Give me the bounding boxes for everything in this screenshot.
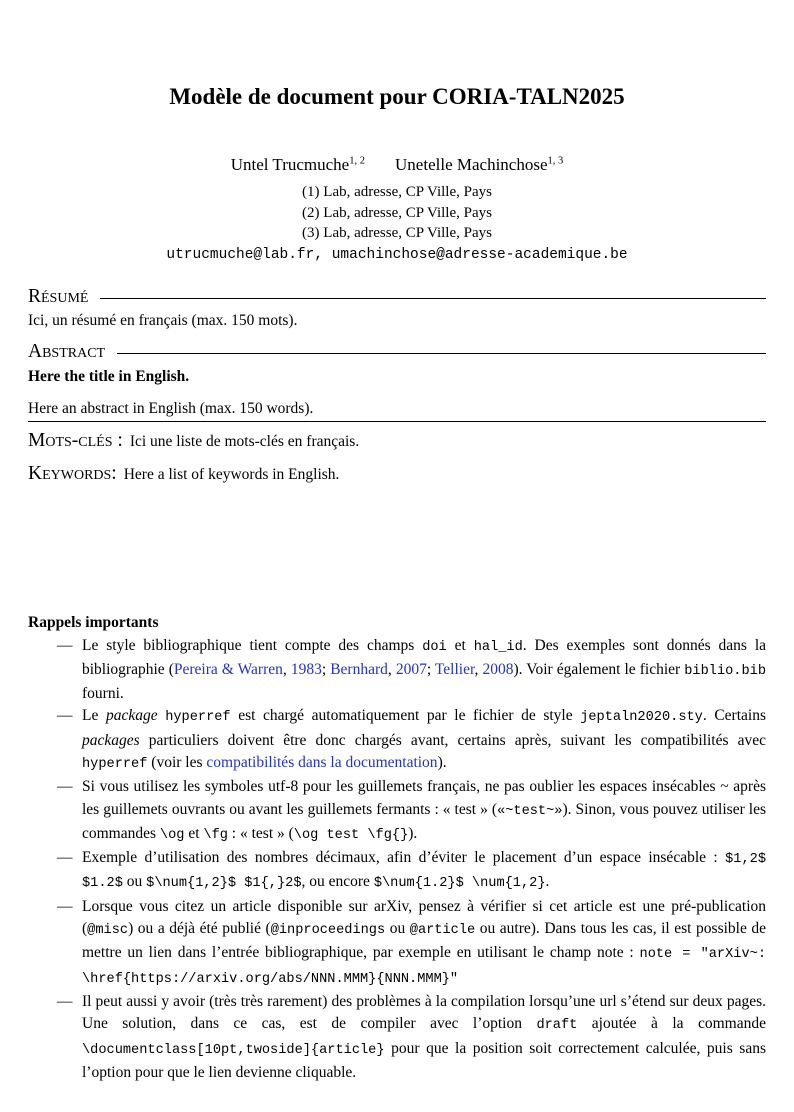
inline-code: @misc — [87, 923, 129, 939]
inline-link[interactable]: Tellier — [434, 660, 475, 678]
inline-code: «~test~» — [497, 803, 563, 819]
notes-list — [28, 635, 766, 1085]
text-segment: Exemple d’utilisation des nombres décimaux, afin d’éviter le placement d’un espace insécable : — [82, 849, 726, 867]
abstract-rule — [117, 353, 766, 354]
note-item — [57, 705, 766, 776]
abstract-label: Abstract — [28, 340, 106, 362]
inline-code: doi — [422, 639, 447, 655]
author-2 — [395, 155, 563, 174]
text-segment: , — [282, 660, 291, 678]
affiliation-line: (2) Lab, adresse, CP Ville, Pays — [302, 204, 492, 221]
resume-label: Résumé — [28, 285, 89, 307]
note-item — [57, 847, 766, 896]
affiliations-block — [28, 182, 766, 244]
motscles-text: Ici une liste de mots-clés en français. — [129, 432, 360, 450]
inline-link[interactable]: Pereira & Warren — [173, 660, 283, 678]
resume-section-header — [28, 287, 766, 307]
text-segment: . — [545, 873, 550, 891]
note-bullet-dash: — — [57, 897, 73, 915]
note-item — [57, 776, 766, 847]
notes-heading: Rappels importants — [28, 613, 159, 631]
motscles-label: Mots-clés : — [28, 429, 123, 451]
text-segment: (voir les — [147, 753, 207, 771]
text-segment: ou autre). Dans tous les cas, il est possible de mettre un lien dans l’entrée bibliographique, par exemple en utilisant le champ note : — [82, 920, 767, 962]
text-segment: fourni. — [82, 685, 124, 703]
inline-code: $\num{1.2}$ \num{1,2} — [373, 876, 546, 892]
resume-text: Ici, un résumé en français (max. 150 mots). — [28, 311, 298, 329]
inline-code: $\num{1,2}$ $1{,}2$ — [146, 876, 302, 892]
author-1-affiliation-marks: 1, 2 — [349, 155, 366, 167]
motscles-line — [28, 429, 766, 454]
inline-code: biblio.bib — [684, 663, 767, 679]
abstract-text: Here an abstract in English (max. 150 words). — [28, 399, 314, 417]
affiliation-line: (1) Lab, adresse, CP Ville, Pays — [302, 184, 492, 200]
inline-code: $1,2$ $1.2$ — [82, 852, 766, 892]
inline-code: \fg — [203, 827, 228, 843]
note-bullet-dash: — — [57, 778, 73, 796]
text-segment: ). — [437, 753, 447, 771]
text-segment: : « test » ( — [227, 824, 294, 842]
note-item — [57, 635, 766, 706]
abstract-bottom-rule — [28, 421, 766, 422]
keywords-text: Here a list of keywords in English. — [123, 465, 340, 483]
inline-code: jeptaln2020.sty — [580, 710, 703, 726]
author-emails: utrucmuche@lab.fr, umachinchose@adresse-academique.be — [166, 246, 628, 263]
inline-link[interactable]: compatibilités dans la documentation — [206, 753, 438, 771]
text-segment: . Des exemples sont donnés dans la bibliographie ( — [82, 636, 766, 678]
paper-title: Modèle de document pour CORIA-TALN2025 — [169, 84, 625, 109]
text-segment: packages — [82, 731, 140, 749]
text-segment: Lorsque vous citez un article disponible sur arXiv, pensez à vérifier si cet article est une pré-publication ( — [82, 897, 766, 938]
text-segment: ). Voir également le fichier — [513, 660, 685, 678]
note-bullet-dash: — — [57, 636, 73, 654]
inline-code: hyperref — [165, 710, 231, 726]
keywords-label: Keywords: — [28, 462, 117, 484]
inline-link[interactable]: 1983 — [290, 660, 322, 678]
text-segment: , ou encore — [301, 873, 374, 891]
inline-code: note = "arXiv~: \href{https://arxiv.org/abs/NNN.MMM}{NNN.MMM}" — [82, 947, 766, 987]
note-bullet-dash: — — [57, 849, 73, 867]
text-segment: et — [446, 636, 474, 654]
note-item — [57, 991, 766, 1084]
text-segment: et — [184, 824, 204, 842]
text-segment: ou — [385, 920, 410, 938]
note-bullet-dash: — — [57, 992, 73, 1010]
text-segment: package — [105, 707, 158, 725]
note-item — [57, 896, 766, 991]
inline-link[interactable]: 2008 — [482, 660, 514, 678]
text-segment: ) ou a déjà été publié ( — [128, 920, 271, 938]
text-segment: pour que la position soit correctement calculée, puis sans l’option pour que le lien devienne cliquable. — [82, 1039, 766, 1081]
authors-line — [28, 154, 766, 176]
author-2-affiliation-marks: 1, 3 — [547, 155, 564, 167]
note-text — [82, 635, 766, 706]
text-segment: particuliers doivent être donc chargés avant, certains après, suivant les compatibilités avec — [139, 731, 766, 749]
text-segment: Le — [82, 707, 106, 725]
text-segment: ; — [426, 660, 435, 678]
text-segment: Si vous utilisez les symboles utf-8 pour les guillemets français, ne pas oublier les espaces insécables ~ après les guillemets ouvrants ou avant les guillemets fermants : « test » ( — [82, 778, 766, 818]
text-segment: ; — [321, 660, 331, 678]
text-segment: ). — [408, 824, 418, 842]
text-segment: , — [387, 660, 396, 678]
inline-code: hyperref — [82, 756, 148, 772]
inline-code: \og test \fg{} — [293, 827, 409, 843]
note-bullet-dash: — — [57, 707, 73, 725]
note-text — [82, 776, 766, 847]
text-segment: Le style bibliographique tient compte des champs — [82, 636, 423, 654]
text-segment: ajoutée à la commande — [577, 1015, 766, 1033]
author-1-name: Untel Trucmuche — [230, 155, 350, 174]
keywords-line — [28, 462, 766, 487]
resume-rule — [100, 298, 766, 299]
text-segment: ). Sinon, vous pouvez utiliser les commandes — [82, 800, 766, 842]
note-text — [82, 896, 766, 991]
inline-code: @inproceedings — [270, 923, 386, 939]
inline-code: hal_id — [473, 639, 523, 655]
note-text — [82, 847, 766, 896]
abstract-section-header — [28, 342, 766, 362]
note-text — [82, 705, 766, 776]
text-segment: , — [474, 660, 483, 678]
text-segment: Il peut aussi y avoir (très très rarement) des problèmes à la compilation lorsqu’une url s’étend sur deux pages. Une solution, dans ce cas, est de compiler avec l’option — [82, 992, 766, 1033]
text-segment: est chargé automatiquement par le fichier de style — [230, 707, 581, 725]
inline-link[interactable]: Bernhard — [330, 660, 388, 678]
author-1 — [231, 155, 365, 174]
inline-link[interactable]: 2007 — [395, 660, 427, 678]
note-text — [82, 991, 766, 1084]
inline-code: \documentclass[10pt,twoside]{article} — [82, 1042, 385, 1058]
affiliation-line: (3) Lab, adresse, CP Ville, Pays — [302, 225, 492, 241]
inline-code: @article — [409, 923, 476, 939]
author-2-name: Unetelle Machinchose — [395, 155, 548, 174]
inline-code: \og — [159, 827, 185, 843]
text-segment: ou — [122, 873, 147, 891]
abstract-english-title: Here the title in English. — [28, 367, 190, 385]
text-segment: . Certains — [702, 707, 766, 725]
inline-code: draft — [536, 1018, 578, 1034]
